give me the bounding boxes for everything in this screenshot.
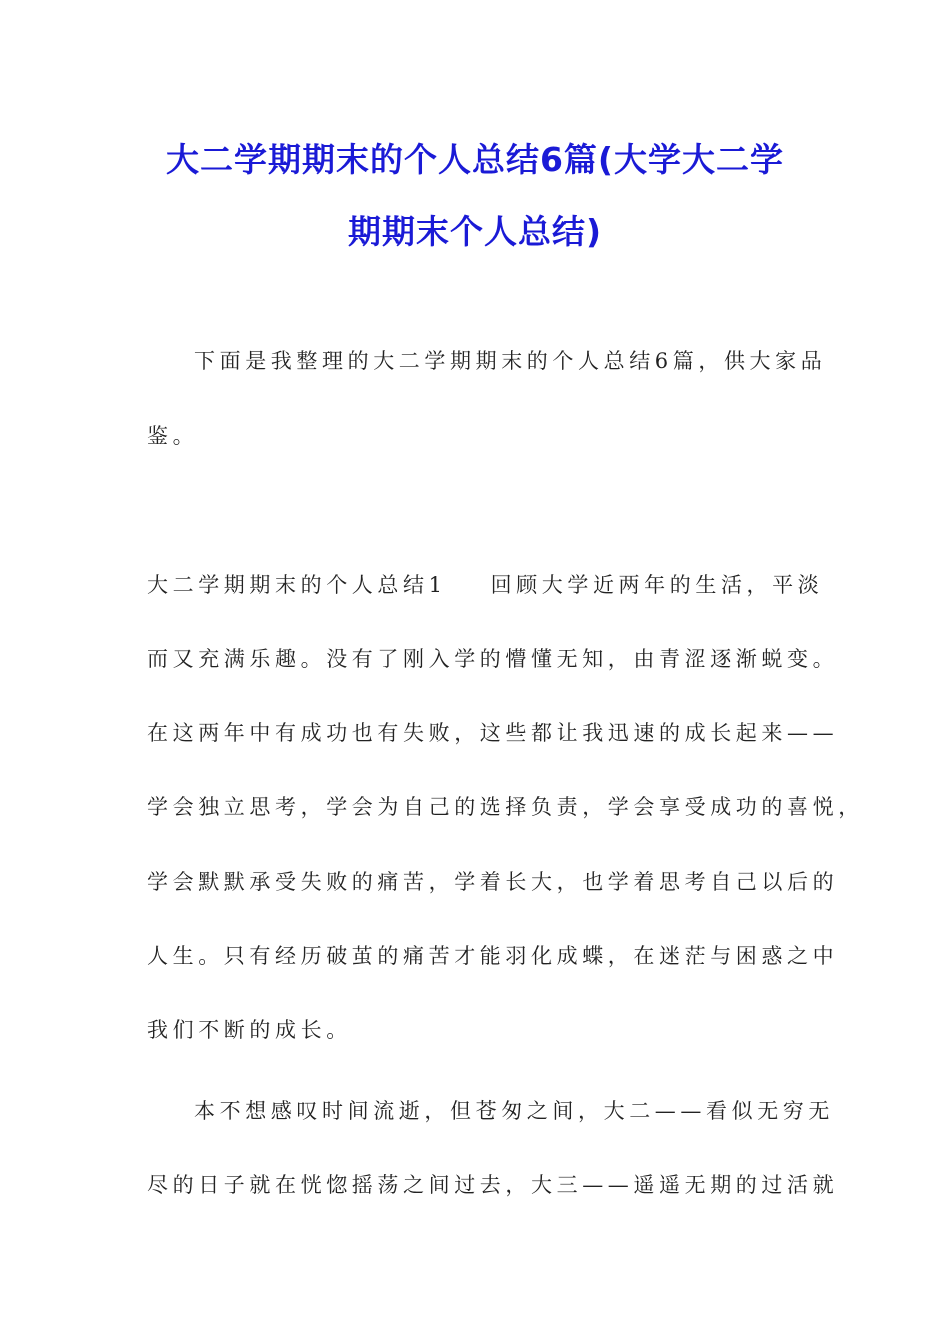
section-1-heading: 大二学期期末的个人总结1 — [147, 573, 447, 597]
section-1-line: 在这两年中有成功也有失败，这些都让我迅速的成长起来—— — [147, 721, 839, 745]
paragraph-2-line-2: 尽的日子就在恍惚摇荡之间过去，大三——遥遥无期的过活就 — [147, 1173, 839, 1197]
paragraph-2-line-1: 本不想感叹时间流逝，但苍匆之间，大二——看似无穷无 — [194, 1099, 834, 1123]
intro-line-2: 鉴。 — [147, 424, 199, 448]
document-title-line-2: 期期末个人总结) — [347, 212, 603, 251]
section-1-line: 学会独立思考，学会为自己的选择负责，学会享受成功的喜悦， — [147, 795, 864, 819]
section-1-line: 我们不断的成长。 — [147, 1018, 352, 1042]
section-1-line: 人生。只有经历破茧的痛苦才能羽化成蝶，在迷茫与困惑之中 — [147, 944, 839, 968]
section-1-line: 学会默默承受失败的痛苦，学着长大，也学着思考自己以后的 — [147, 870, 839, 894]
section-1-line: 而又充满乐趣。没有了刚入学的懵懂无知，由青涩逐渐蜕变。 — [147, 647, 839, 671]
section-1-text-start: 回顾大学近两年的生活，平淡 — [490, 573, 824, 597]
section-1-first-line — [147, 569, 823, 599]
intro-line-1: 下面是我整理的大二学期期末的个人总结6篇，供大家品 — [194, 349, 827, 373]
document-title-line-1: 大二学期期末的个人总结6篇(大学大二学 — [165, 140, 785, 179]
